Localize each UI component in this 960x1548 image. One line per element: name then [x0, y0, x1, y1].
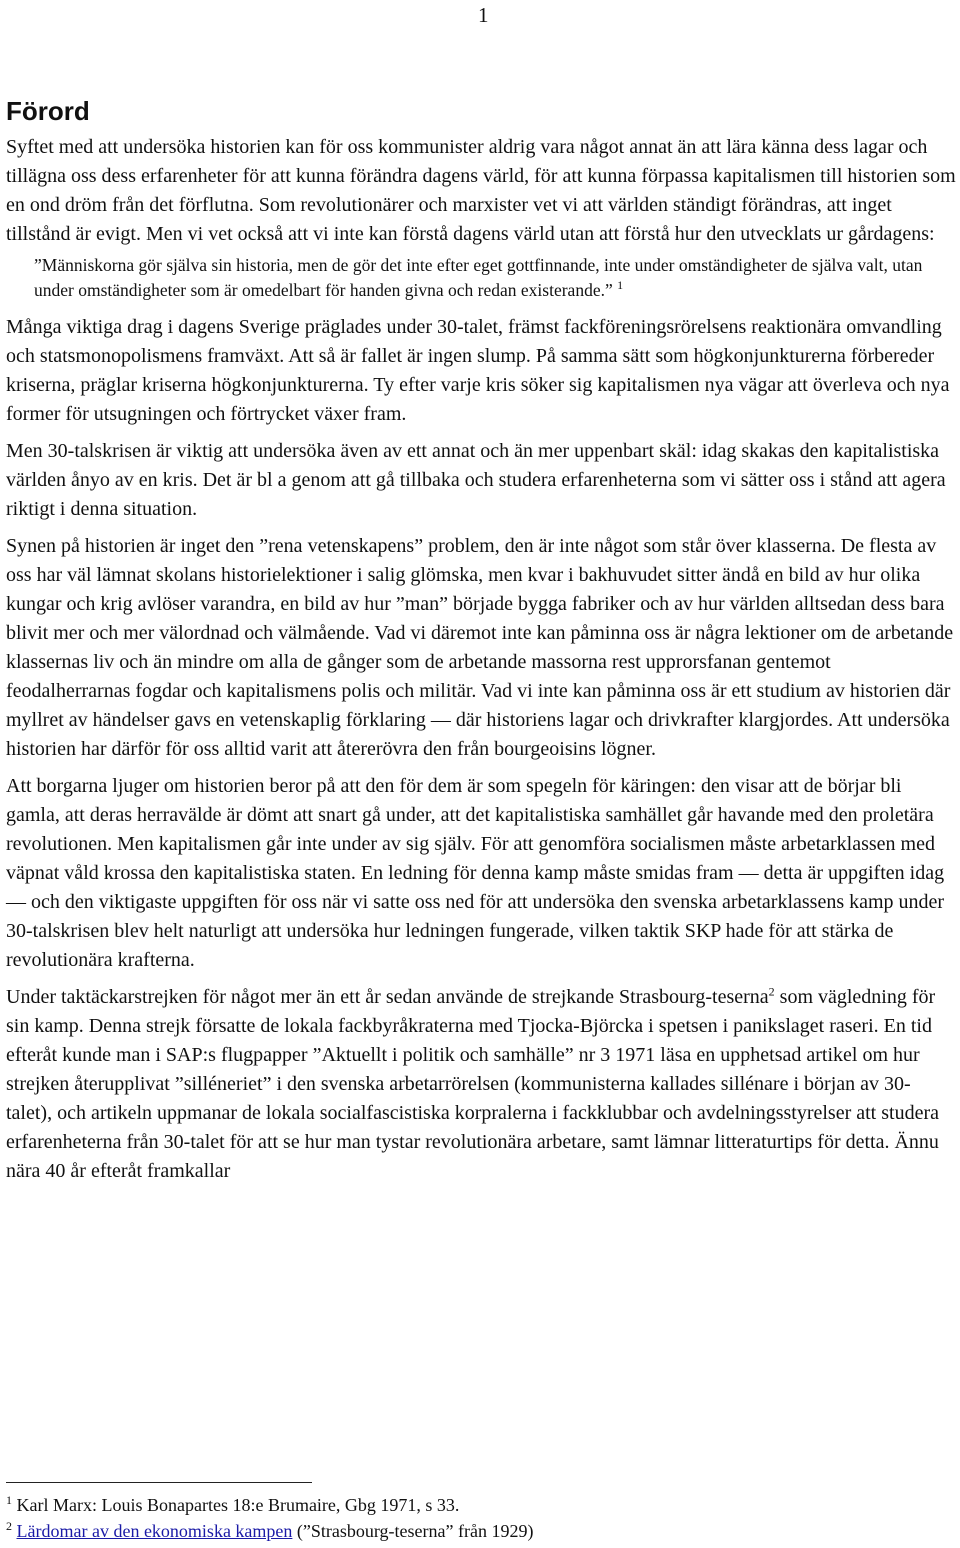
footnote-number-2: 2	[6, 1519, 12, 1533]
quote-text: ”Människorna gör själva sin historia, men de gör det inte efter eget gottfinnande, inte under omständigheter de själva valt, utan under omständigheter som är omedelbart för handen givna och redan existerande.”	[34, 255, 923, 300]
paragraph-30-talskrisen: Men 30-talskrisen är viktig att undersöka även av ett annat och än mer uppenbart skäl: idag skakas den kapitalistiska världen ånyo av en kris. Det är bl a genom att gå tillbaka och studera erfarenheterna som vi sätter oss i stånd att agera riktigt i denna situation.	[6, 440, 946, 520]
footnote-divider	[6, 1482, 312, 1483]
paragraph-borgarna-ljuger: Att borgarna ljuger om historien beror på att den för dem är som spegeln för käringen: den visar att de börjar bli gamla, att deras herravälde är dömt att snart gå under, att det kapitalistiska samhället går havande med den proletära revolutionen. Men kapitalismen går inte under av sig själv. För att genomföra socialismen måste arbetarklassen med väpnat våld krossa den kapitalistiska staten. En ledning för denna kamp måste smidas fram — detta är uppgiften idag — och den viktigaste uppgiften för oss när vi satte oss ned för att undersöka den svenska arbetarklassens kamp under 30-talskrisen blev helt naturligt att undersöka hur ledningen fungerade, vilken taktik SKP hade för att stärka de revolutionära krafterna.	[6, 775, 945, 971]
paragraph-synen-pa-historien: Synen på historien är inget den ”rena vetenskapens” problem, den är inte något som står över klasserna. De flesta av oss har väl lämnat skolans historielektioner i salig glömska, men kvar i bakhuvudet sitter ändå en bild av hur olika kungar och krig avlöser varandra, en bild av hur ”man” började bygga fabriker och av hur världen alltsedan dess bara blivit mer och mer välordnad och välmående. Vad vi däremot inte kan påminna oss är några lektioner om de arbetande klassernas liv och än mindre om alla de gånger som de arbetande massorna rest upprorsfanan gentemot feodalherrarnas fogdar och kapitalismens polis och militär. Vad vi inte kan påminna oss är ett studium av historien där myllret av händelser gavs en vetenskaplig förklaring — där historiens lagar och drivkrafter klargjordes. Att undersöka historien har därför för oss alltid varit att återerövra den från bourgeoisins lögner.	[6, 535, 954, 760]
paragraph-text-start: Under taktäckarstrejken för något mer än ett år sedan använde de strejkande Strasbourg-teserna	[6, 986, 769, 1008]
paragraph-taktackarstrejken	[6, 983, 956, 1186]
paragraph-30-talet: Många viktiga drag i dagens Sverige präglades under 30-talet, främst fackföreningsrörelsens reaktionära omvandling och statsmonopolismens framväxt. Att så är fallet är ingen slump. På samma sätt som högkonjunkturerna förbereder kriserna, präglar kriserna högkonjunkturerna. Ty efter varje kris söker sig kapitalismen nya vägar att överleva och nya former för utsugningen och förtrycket växer fram.	[6, 316, 950, 425]
footnote-ref-2: 2	[768, 984, 775, 999]
document-body	[6, 95, 956, 1186]
footnotes	[6, 1492, 946, 1544]
marx-quote	[34, 253, 956, 303]
page-number: 1	[478, 3, 489, 27]
footnote-number-1: 1	[6, 1493, 12, 1507]
footnote-ref-1: 1	[617, 278, 624, 293]
footnote-text-1: Karl Marx: Louis Bonapartes 18:e Brumaire, Gbg 1971, s 33.	[16, 1495, 460, 1515]
footnote-text-2: (”Strasbourg-teserna” från 1929)	[292, 1521, 534, 1541]
footnote-link[interactable]: Lärdomar av den ekonomiska kampen	[16, 1521, 293, 1541]
footnote-1	[6, 1492, 946, 1518]
section-heading: Förord	[6, 96, 90, 126]
paragraph-text-end: som vägledning för sin kamp. Denna strejk försatte de lokala fackbyråkraterna med Tjocka-Björcka i spetsen i panikslaget raseri. En tid efteråt kunde man i SAP:s flugpapper ”Aktuellt i politik och samhälle” nr 3 1971 läsa en upphetsad artikel om hur strejken återupplivat ”sillénеriet” i den svenska arbetarrörelsen (kommunisterna kallades sillénare i början av 30-talet), och artikeln uppmanar de lokala socialfascistiska korpralerna i fackklubbar och avdelningsstyrelser att studera erfarenheterna från 30-talet för att se hur man tystar revolutionära arbetare, samt lämnar litteraturtips för detta. Ännu nära 40 år efteråt framkallar	[6, 986, 939, 1182]
intro-paragraph: Syftet med att undersöka historien kan för oss kommunister aldrig vara något annat än att lära känna dess lagar och tillägna oss dess erfarenheter för att kunna förändra dagens värld, för att kunna förpassa kapitalismen till historien som en ond dröm från det förflutna. Som revolutionärer och marxister vet vi att världen ständigt förändras, att inget tillstånd är evigt. Men vi vet också att vi inte kan förstå dagens värld utan att förstå hur den utvecklats ur gårdagens:	[6, 136, 956, 245]
footnote-2	[6, 1518, 946, 1544]
